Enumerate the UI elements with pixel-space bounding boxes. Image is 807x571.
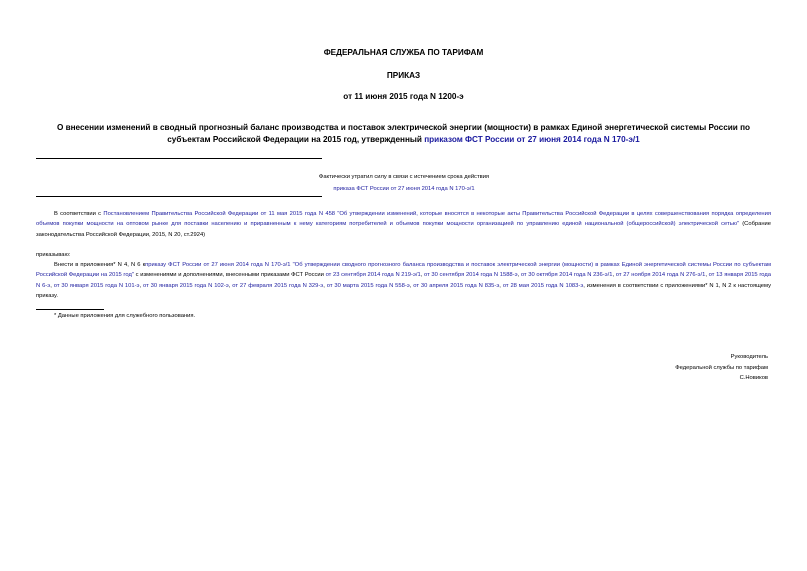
preamble-paragraph [36,209,771,240]
title-text: О внесении изменений в сводный прогнозный баланс производства и поставок электрической энергии (мощности) в рамках Единой энергетической системы России по субъектам Российской Федерации на 2015 год, утвержденный [56,123,751,144]
preamble-suffix: (Собрание законодательства Российской Федерации, 2015, N 20, ст.2924) [36,221,771,238]
order-sep: , [228,282,233,289]
order-prefix: Внести в приложения* N 4, N 6 к [54,262,146,268]
document-type: ПРИКАЗ [386,71,421,80]
signature-org: Федеральной службы по тарифам [675,364,768,371]
order-sep: , [139,282,143,289]
order-link[interactable]: от 13 января 2015 года N 6-э [36,272,772,289]
order-link[interactable]: от 30 октября 2014 года N 236-э/1 [520,272,613,279]
order-link[interactable]: от 30 сентября 2014 года N 1588-э [424,272,518,279]
order-link[interactable]: от 23 сентября 2014 года N 219-э/1 [325,272,421,279]
order-link[interactable]: от 30 марта 2015 года N 558-э [326,282,410,289]
order-link[interactable]: от 30 апреля 2015 года N 835-э [413,282,500,289]
document-date: от 11 июня 2015 года N 1200-э [343,92,464,101]
footnote: * Данные приложения для служебного пользования. [54,313,196,319]
order-link[interactable]: от 27 февраля 2015 года N 329-э [232,282,324,289]
signature-name: С.Новиков [739,375,768,381]
order-link[interactable]: от 30 января 2015 года N 102-э [143,282,229,289]
signature-block [675,352,768,384]
preamble-link[interactable]: Постановлением Правительства Российской Федерации от 11 мая 2015 года N 458 "Об утверждении изменений, которые вносятся в некоторые акты Правительства Российской Федерации в целях совершенствования порядка определения объемов покупки мощности на оптовом рынке для поставки населению и приравненным к нему категориям потребителей и объемов покупки мощности организацией по управлению единой национальной (общероссийской) электрической сетью" [36,211,772,228]
divider [36,196,322,197]
order-suffix: , изменения в соответствии с приложениями* N 1, N 2 к настоящему приказу. [36,282,771,300]
title-link[interactable]: приказом ФСТ России от 27 июня 2014 года N 170-э/1 [424,135,640,144]
status-note-text: Фактически утратил силу в связи с истечением срока действия [318,174,490,180]
order-link[interactable]: от 30 января 2015 года N 101-э [53,282,140,289]
document-title [44,122,763,146]
agency-heading: ФЕДЕРАЛЬНАЯ СЛУЖБА ПО ТАРИФАМ [323,48,484,57]
order-sep: , [409,282,414,289]
order-link[interactable]: от 28 мая 2015 года N 1083-э [502,282,584,289]
preamble-prefix: В соответствии с [54,211,104,217]
orders-label: приказываю: [36,252,71,258]
order-sep: , [517,272,521,279]
signature-position: Руководитель [730,354,768,360]
order-middle: с изменениями и дополнениями, внесенными приказами ФСТ России [133,272,326,279]
order-paragraph [36,260,771,302]
order-sep: , [499,282,503,289]
status-note-link[interactable]: приказа ФСТ России от 27 июня 2014 года N 170-э/1 [333,186,475,192]
divider [36,158,322,159]
footnote-divider [36,309,104,310]
order-sep: , [50,282,54,289]
status-note [244,171,564,195]
order-sep: , [612,272,616,279]
order-link-main[interactable]: приказу ФСТ России от 27 июня 2014 года N 170-э/1 "Об утверждении сводного прогнозного баланса производства и поставок электрической энергии (мощности) в рамках Единой энергетической системы России по субъектам Российской Федерации на 2015 год" [36,262,771,279]
order-link[interactable]: от 27 ноября 2014 года N 276-э/1 [615,272,706,279]
order-sep: , [705,272,709,279]
order-sep: , [420,272,424,279]
order-sep: , [323,282,327,289]
